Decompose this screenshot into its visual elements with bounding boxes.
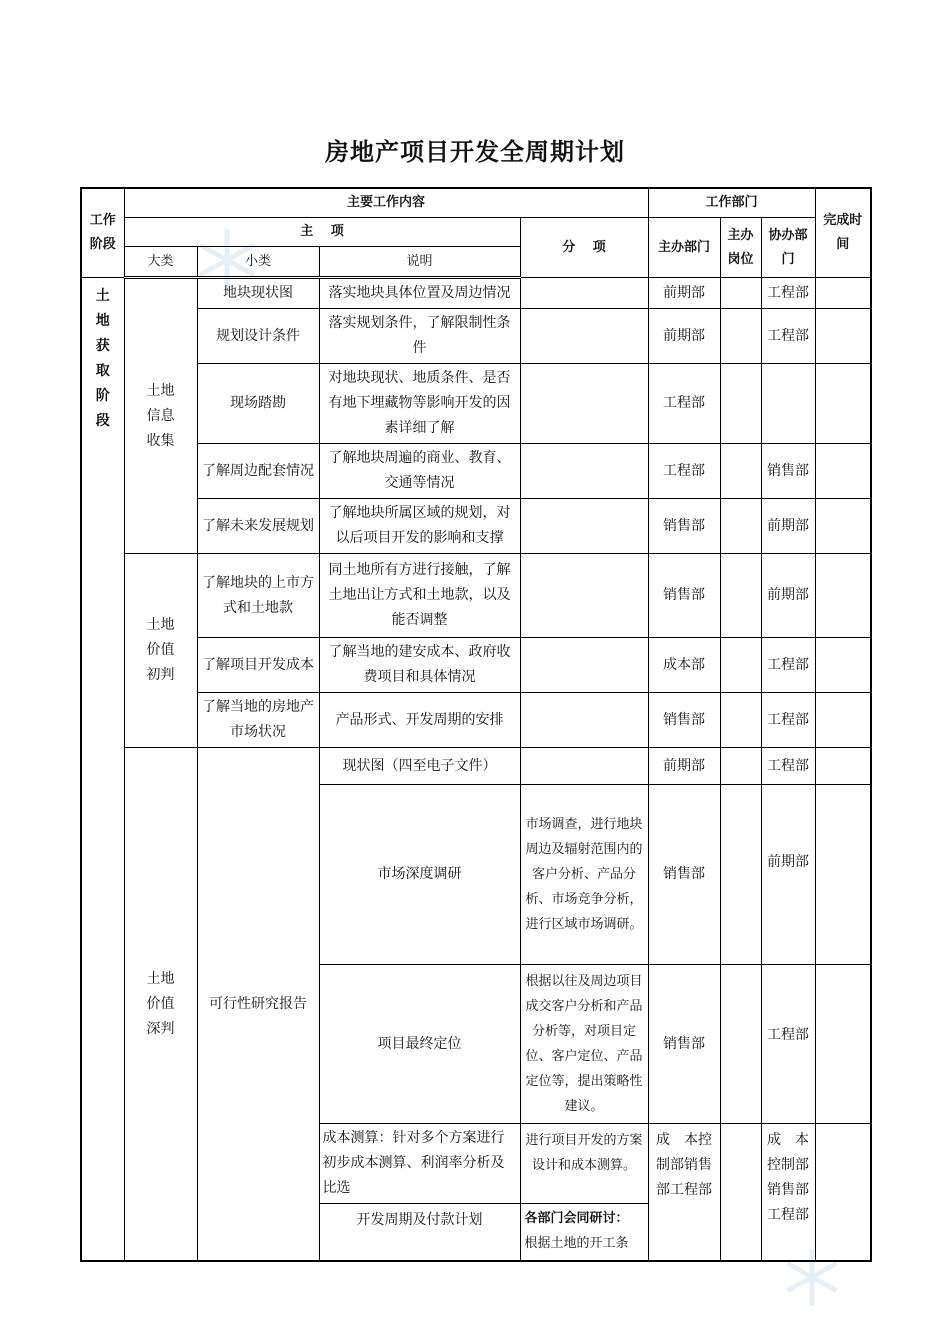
header-lead-post: 主办岗位 <box>720 218 761 278</box>
table-cell <box>520 638 648 693</box>
header-sub-item: 分 项 <box>520 218 648 278</box>
table-cell <box>720 748 761 785</box>
header-lead-dept: 主办部门 <box>648 218 720 278</box>
table-cell: 地块现状图 <box>197 278 319 309</box>
header-main-item: 主 项 <box>124 218 520 247</box>
table-cell: 工程部 <box>761 965 815 1124</box>
category-label: 土地价值深判 <box>146 970 175 1037</box>
table-cell <box>720 638 761 693</box>
table-cell: 了解当地的房地产市场状况 <box>197 693 319 748</box>
category-label: 土地价值初判 <box>146 617 175 683</box>
table-cell <box>720 785 761 965</box>
header-category: 大类 <box>124 247 197 278</box>
table-cell: 前期部 <box>761 499 815 554</box>
table-cell: 同土地所有方进行接触，了解土地出让方式和土地款，以及能否调整 <box>319 554 520 638</box>
table-cell: 工程部 <box>648 444 720 499</box>
table-cell: 落实规划条件，了解限制性条件 <box>319 309 520 364</box>
table-cell: 了解未来发展规划 <box>197 499 319 554</box>
table-cell <box>720 309 761 364</box>
fen-text: 根据土地的开工条 <box>524 1236 629 1251</box>
table-cell: 前期部 <box>648 278 720 309</box>
category-cell <box>124 278 197 554</box>
table-cell: 工程部 <box>761 309 815 364</box>
table-cell: 前期部 <box>761 785 815 965</box>
table-cell <box>520 693 648 748</box>
table-cell: 前期部 <box>648 309 720 364</box>
table-cell <box>720 278 761 309</box>
table-cell: 工程部 <box>761 693 815 748</box>
category-cell <box>124 748 197 1262</box>
table-cell: 对地块现状、地质条件、是否有地下埋藏物等影响开发的因素详细了解 <box>319 364 520 444</box>
table-cell: 销售部 <box>648 693 720 748</box>
table-cell: 了解地块所属区域的规划，对以后项目开发的影响和支撑 <box>319 499 520 554</box>
table-cell <box>520 554 648 638</box>
table-cell: 了解地块周遍的商业、教育、交通等情况 <box>319 444 520 499</box>
table-cell <box>815 693 871 748</box>
table-cell <box>520 278 648 309</box>
stage-cell <box>81 278 124 1262</box>
plan-table <box>80 187 872 1262</box>
table-cell <box>520 1204 648 1262</box>
table-cell: 成 本控制部销售部工程部 <box>761 1124 815 1262</box>
table-cell <box>520 309 648 364</box>
table-cell: 市场调查，进行地块周边及辐射范围内的客户分析、产品分析、市场竞争分析，进行区域市场调研。 <box>520 785 648 965</box>
table-cell: 工程部 <box>761 638 815 693</box>
table-cell <box>815 785 871 965</box>
table-cell <box>720 499 761 554</box>
table-cell: 成本部 <box>648 638 720 693</box>
table-cell: 现状图（四至电子文件） <box>319 748 520 785</box>
table-cell: 进行项目开发的方案设计和成本测算。 <box>520 1124 648 1204</box>
table-cell: 产品形式、开发周期的安排 <box>319 693 520 748</box>
table-cell: 市场深度调研 <box>319 785 520 965</box>
table-cell: 现场踏勘 <box>197 364 319 444</box>
table-cell <box>815 554 871 638</box>
table-cell: 了解地块的上市方式和土地款 <box>197 554 319 638</box>
document-title: 房地产项目开发全周期计划 <box>325 138 625 166</box>
table-cell <box>815 444 871 499</box>
table-cell: 了解当地的建安成本、政府收费项目和具体情况 <box>319 638 520 693</box>
table-cell: 根据以往及周边项目成交客户分析和产品分析等，对项目定位、客户定位、产品定位等，提出策略性建议。 <box>520 965 648 1124</box>
table-cell: 工程部 <box>761 278 815 309</box>
table-cell: 规划设计条件 <box>197 309 319 364</box>
table-cell <box>720 1124 761 1262</box>
table-cell: 前期部 <box>648 748 720 785</box>
table-cell <box>815 499 871 554</box>
table-cell <box>815 748 871 785</box>
table-cell: 销售部 <box>648 554 720 638</box>
category-label: 土地信息收集 <box>146 382 175 449</box>
header-stage: 工作阶段 <box>81 188 124 278</box>
table-cell <box>520 499 648 554</box>
table-cell <box>720 554 761 638</box>
table-cell: 工程部 <box>648 364 720 444</box>
table-cell: 开发周期及付款计划 <box>319 1204 520 1262</box>
header-main-content: 主要工作内容 <box>124 188 648 218</box>
table-cell: 了解项目开发成本 <box>197 638 319 693</box>
header-description: 说明 <box>319 247 520 278</box>
table-cell: 成 本控制部销售部工程部 <box>648 1124 720 1262</box>
table-cell: 销售部 <box>761 444 815 499</box>
table-cell <box>815 965 871 1124</box>
table-cell: 销售部 <box>648 785 720 965</box>
table-cell: 了解周边配套情况 <box>197 444 319 499</box>
table-cell <box>520 748 648 785</box>
table-cell: 前期部 <box>761 554 815 638</box>
table-cell <box>720 693 761 748</box>
table-cell: 销售部 <box>648 499 720 554</box>
header-assist-dept: 协办部门 <box>761 218 815 278</box>
subcategory-cell: 可行性研究报告 <box>197 748 319 1262</box>
table-cell <box>520 364 648 444</box>
table-cell <box>815 278 871 309</box>
table-cell <box>720 444 761 499</box>
table-cell <box>720 364 761 444</box>
table-cell: 销售部 <box>648 965 720 1124</box>
header-finish-time: 完成时间 <box>815 188 871 278</box>
table-cell: 工程部 <box>761 748 815 785</box>
table-cell <box>520 444 648 499</box>
table-cell <box>815 1124 871 1262</box>
header-dept: 工作部门 <box>648 188 815 218</box>
table-cell <box>815 364 871 444</box>
table-cell <box>761 364 815 444</box>
fen-bold-text: 各部门会同研讨： <box>524 1211 629 1226</box>
table-cell: 成本测算：针对多个方案进行初步成本测算、利润率分析及比选 <box>319 1124 520 1204</box>
stage-label: 土地获取阶段 <box>95 288 110 429</box>
table-cell: 项目最终定位 <box>319 965 520 1124</box>
table-cell <box>720 965 761 1124</box>
category-cell <box>124 554 197 748</box>
header-subcategory: 小类 <box>197 247 319 278</box>
table-cell <box>815 638 871 693</box>
table-cell <box>815 309 871 364</box>
table-cell: 落实地块具体位置及周边情况 <box>319 278 520 309</box>
